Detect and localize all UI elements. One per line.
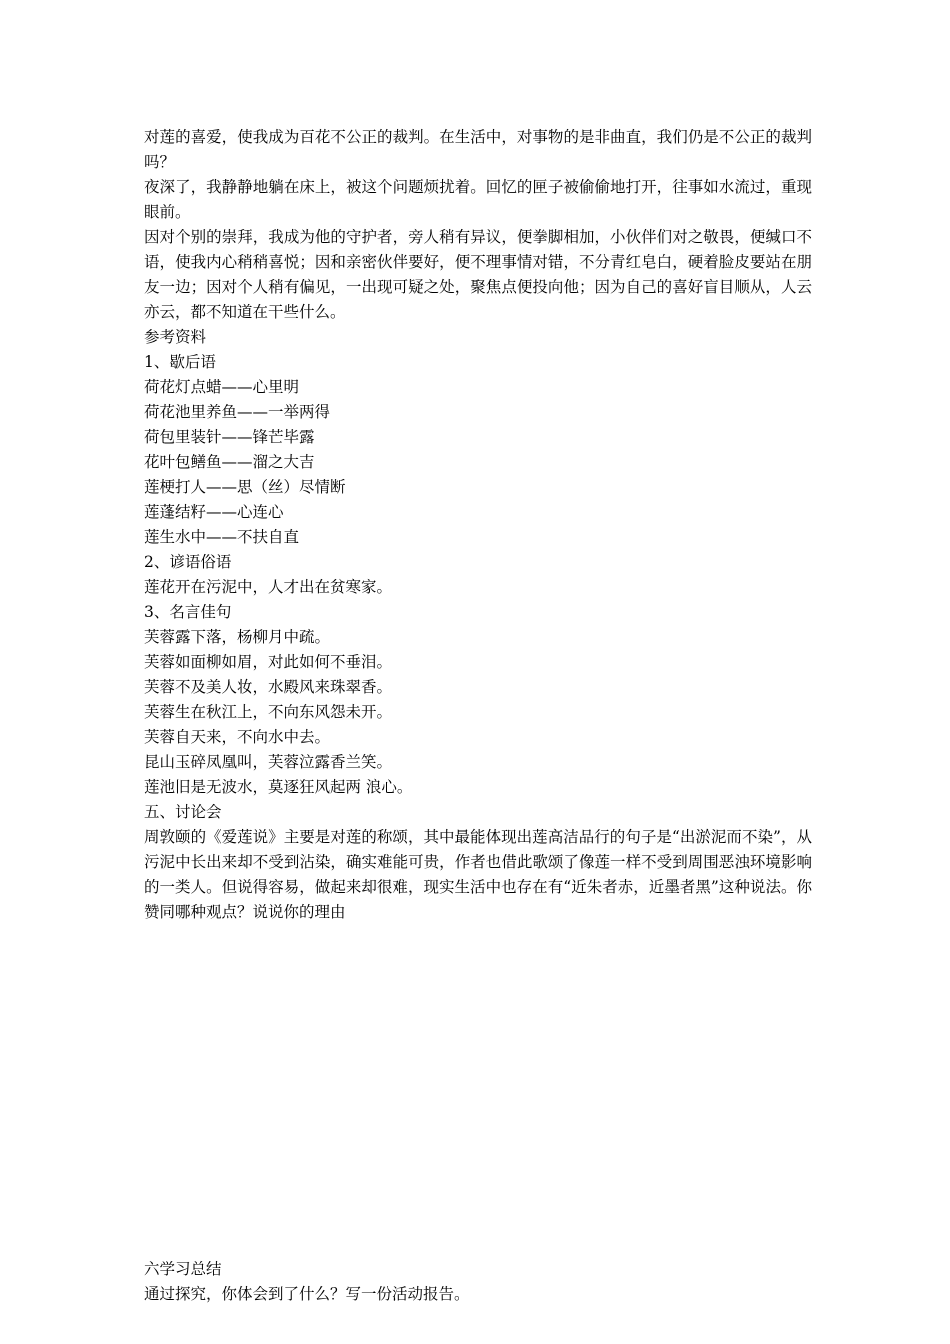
list-item: 荷花灯点蜡——心里明: [144, 378, 300, 396]
summary-body: 通过探究，你体会到了什么？写一份活动报告。: [144, 1285, 470, 1303]
list-item: 莲生水中——不扶自直: [144, 528, 300, 546]
list-item: 莲花开在污泥中，人才出在贫寒家。: [144, 578, 393, 596]
list-item: 芙蓉如面柳如眉，对此如何不垂泪。: [144, 653, 393, 671]
reference-section-proverbs: [144, 550, 812, 600]
list-item: 莲蓬结籽——心连心: [144, 503, 284, 521]
list-item: 芙蓉生在秋江上，不向东风怨未开。: [144, 703, 393, 721]
section-title: 2、谚语俗语: [144, 553, 232, 571]
answer-space: [144, 925, 812, 1257]
reference-section-quotes: [144, 600, 812, 800]
reference-heading: 参考资料: [144, 328, 207, 346]
intro-paragraph-1: 对莲的喜爱，使我成为百花不公正的裁判。在生活中，对事物的是非曲直，我们仍是不公正的裁判吗？: [144, 128, 812, 171]
document-page: [144, 125, 812, 1307]
list-item: 莲池旧是无波水，莫逐狂风起两 浪心。: [144, 778, 413, 796]
list-item: 荷包里装针——锋芒毕露: [144, 428, 315, 446]
section-title: 3、名言佳句: [144, 603, 232, 621]
list-item: 芙蓉露下落，杨柳月中疏。: [144, 628, 331, 646]
intro-paragraph-2: 夜深了，我静静地躺在床上，被这个问题烦扰着。回忆的匣子被偷偷地打开，往事如水流过，重现眼前。: [144, 178, 812, 221]
discussion-heading: 五、讨论会: [144, 803, 222, 821]
discussion-body: 周敦颐的《爱莲说》主要是对莲的称颂，其中最能体现出莲高洁品行的句子是“出淤泥而不染”，从污泥中长出来却不受到沾染，确实难能可贵，作者也借此歌颂了像莲一样不受到周围恶浊环境影响的一类人。但说得容易，做起来却很难，现实生活中也存在有“近朱者赤，近墨者黑”这种说法。你赞同哪种观点？说说你的理由: [144, 828, 812, 921]
list-item: 昆山玉碎凤凰叫，芙蓉泣露香兰笑。: [144, 753, 393, 771]
intro-paragraph-3: 因对个别的崇拜，我成为他的守护者，旁人稍有异议，便拳脚相加，小伙伴们对之敬畏，便缄口不语，使我内心稍稍喜悦；因和亲密伙伴要好，便不理事情对错，不分青红皂白，硬着脸皮要站在朋友一边；因对个人稍有偏见，一出现可疑之处，聚焦点便投向他；因为自己的喜好盲目顺从，人云亦云，都不知道在干些什么。: [144, 228, 812, 321]
list-item: 芙蓉自天来，不向水中去。: [144, 728, 331, 746]
list-item: 莲梗打人——思（丝）尽情断: [144, 478, 346, 496]
summary-heading: 六学习总结: [144, 1260, 222, 1278]
list-item: 荷花池里养鱼——一举两得: [144, 403, 331, 421]
list-item: 芙蓉不及美人妆，水殿风来珠翠香。: [144, 678, 393, 696]
reference-section-xiehouyu: [144, 350, 812, 550]
list-item: 花叶包鳝鱼——溜之大吉: [144, 453, 315, 471]
section-title: 1、歇后语: [144, 353, 216, 371]
